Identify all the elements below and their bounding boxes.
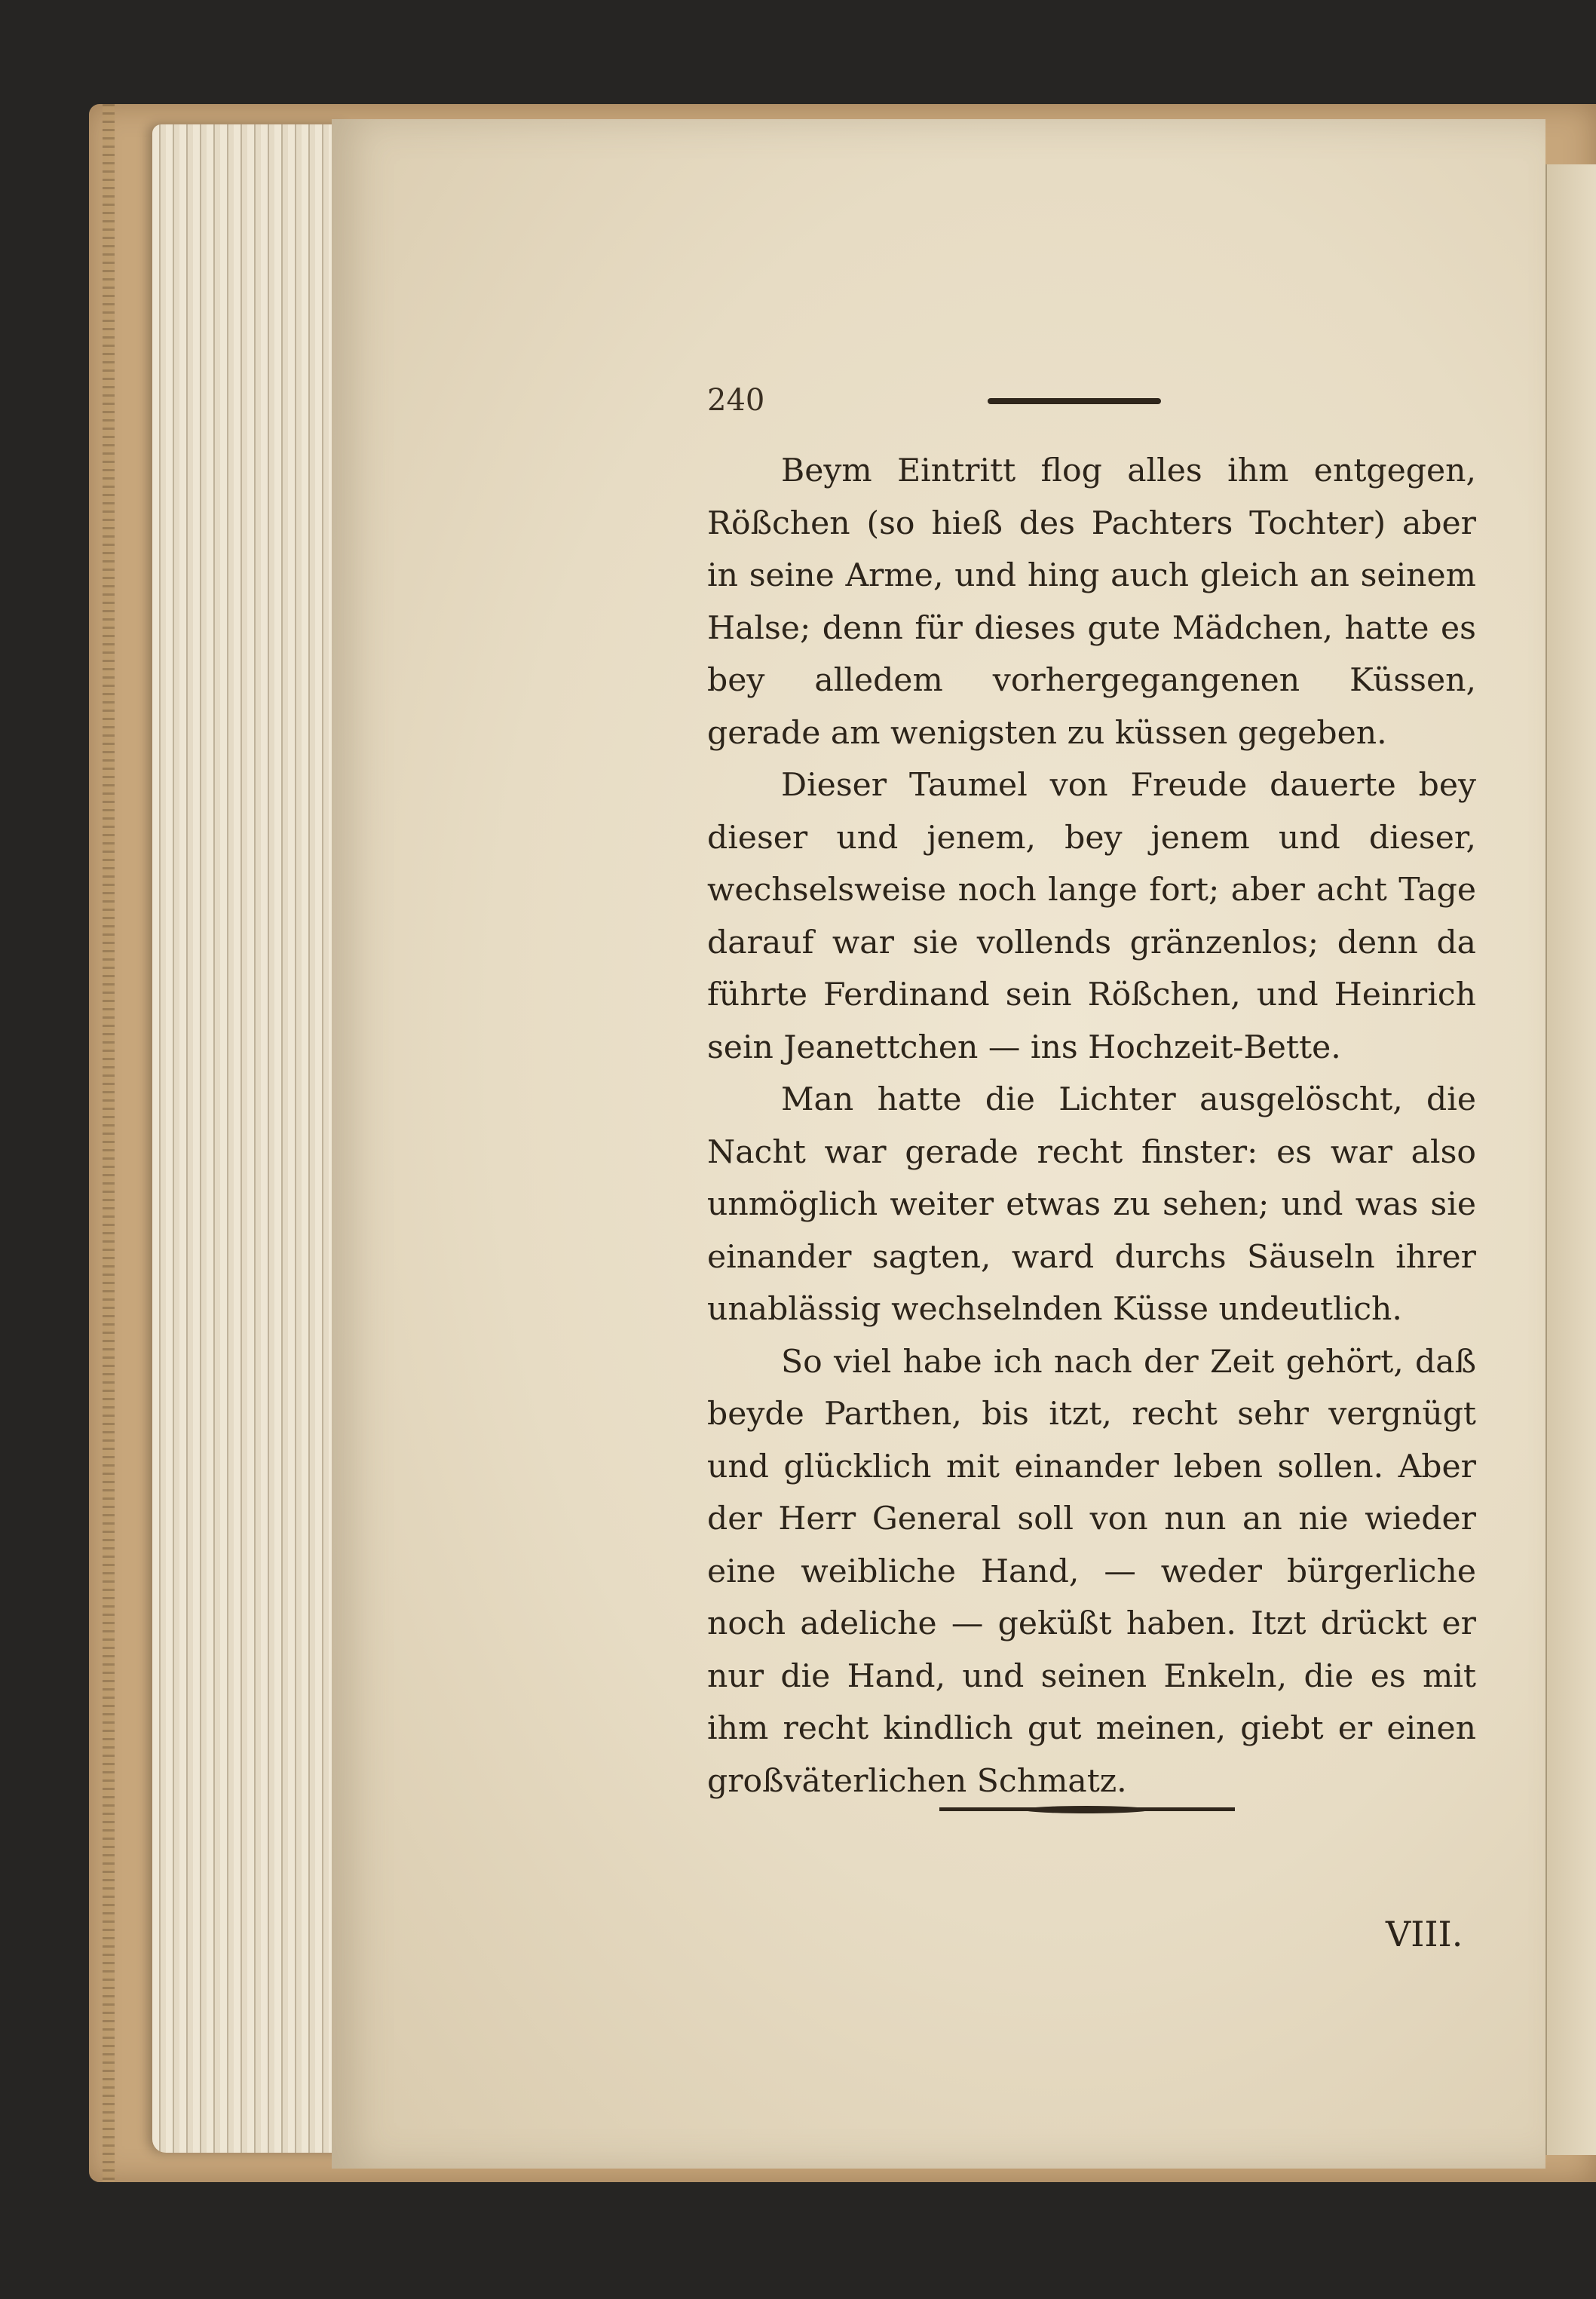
catchword: VIII. bbox=[1386, 1914, 1463, 1954]
page-number: 240 bbox=[707, 383, 765, 418]
paragraph-4: So viel habe ich nach der Zeit gehört, daß beyde Parthen, bis itzt, recht sehr vergnügt und glücklich mit einander leben sollen. Aber der Herr General soll von nun an nie wieder eine weibliche Hand, — weder bürgerliche noch adeliche — geküßt haben. Itzt drückt er nur die Hand, und seinen Enkeln, die es mit ihm recht kindlich gut meinen, giebt er einen großväterlichen Schmatz. bbox=[707, 1343, 1476, 1800]
page-header bbox=[707, 383, 1476, 428]
body-text bbox=[707, 445, 1476, 1807]
paragraph-3: Man hatte die Lichter ausgelöscht, die Nacht war gerade recht finster: es war also unmöglich weiter etwas zu sehen; und was sie einander sagten, ward durchs Säuseln ihrer unablässig wechselnden Küsse undeutlich. bbox=[707, 1081, 1476, 1328]
page-edges bbox=[152, 124, 348, 2153]
paragraph-1: Beym Eintritt flog alles ihm entgegen, Rößchen (so hieß des Pachters Tochter) aber in seine Arme, und hing auch gleich an seinem Halse; denn für dieses gute Mädchen, hatte es bey alledem vorhergegangenen Küssen, gerade am wenigsten zu küssen gegeben. bbox=[707, 452, 1476, 752]
end-rule-swell bbox=[1022, 1806, 1150, 1813]
facing-page-edge bbox=[1545, 164, 1596, 2155]
header-rule bbox=[988, 398, 1161, 404]
paragraph-2: Dieser Taumel von Freude dauerte bey dieser und jenem, bey jenem und dieser, wechselsweise noch lange fort; aber acht Tage darauf war sie vollends gränzenlos; denn da führte Ferdinand sein Rößchen, und Heinrich sein Jeanettchen — ins Hochzeit-Bette. bbox=[707, 767, 1476, 1066]
end-ornament-rule bbox=[939, 1806, 1235, 1813]
